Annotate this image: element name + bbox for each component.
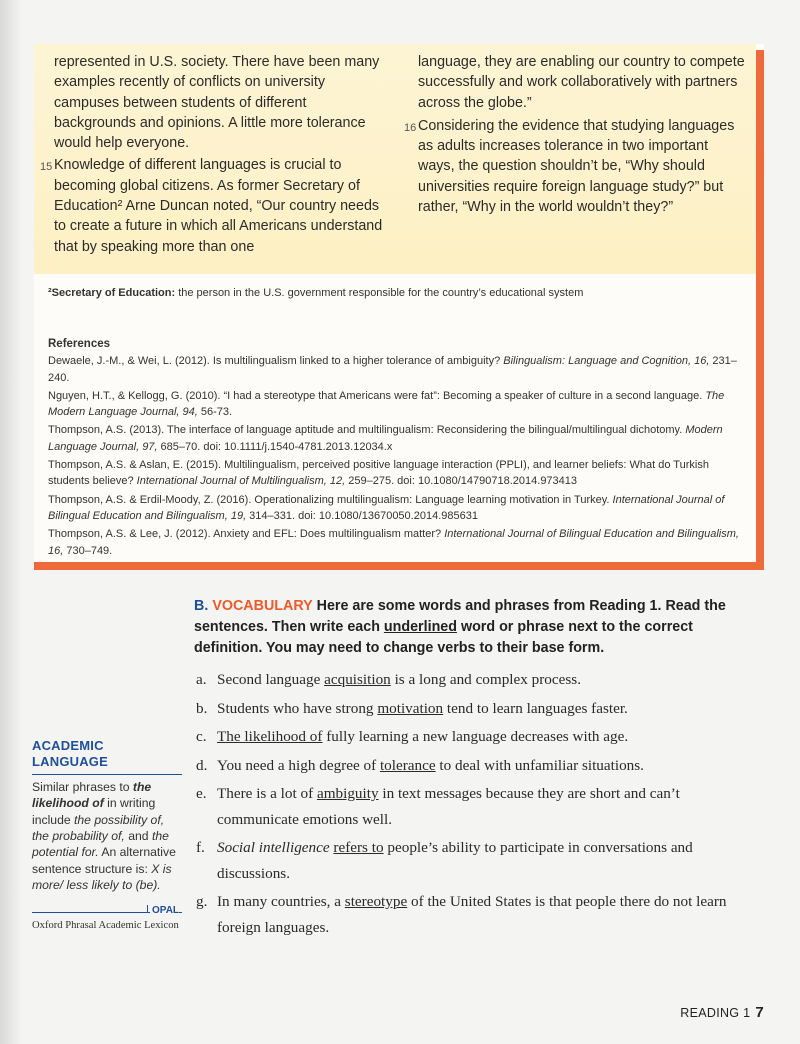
reading-paragraph bbox=[54, 52, 384, 153]
opal-description: Oxford Phrasal Academic Lexicon bbox=[32, 920, 179, 931]
reading-right-column bbox=[404, 52, 748, 217]
instructions-text-end: word or phrase next to the correct definition. You may need to change verbs to their base form. bbox=[194, 619, 693, 656]
reading-paragraph bbox=[40, 155, 384, 256]
paragraph-text: represented in U.S. society. There have been many examples recently of conflicts on university campuses between students of different backgrounds and opinions. A little more tolerance would help everyone. bbox=[54, 54, 380, 152]
sentence-text: tend to learn languages faster. bbox=[443, 699, 628, 717]
references-heading: References bbox=[48, 338, 111, 350]
page-footer bbox=[680, 1004, 764, 1021]
sentence-text: to deal with unfamiliar situations. bbox=[435, 756, 644, 774]
references-section bbox=[48, 336, 748, 561]
reading-box-right-border bbox=[756, 50, 764, 570]
reading-text-panel bbox=[34, 44, 756, 274]
reference-source: International Journal of Multilingualism, 12, bbox=[136, 475, 346, 488]
reference-item bbox=[48, 422, 748, 455]
exercise-title: VOCABULARY bbox=[212, 598, 313, 614]
reference-item bbox=[48, 526, 748, 559]
sentence-text: in text messages because they are short and can’t communicate emotions well. bbox=[217, 785, 680, 828]
reference-source: Modern Language Journal, 97, bbox=[48, 424, 723, 453]
footnote-definition: the person in the U.S. government responsible for the country’s educational system bbox=[175, 287, 584, 299]
instructions-text: Here are some words and phrases from Reading 1. Read the sentences. Then write each bbox=[194, 598, 726, 635]
item-letter: g. bbox=[196, 893, 208, 910]
page-number: 7 bbox=[755, 1004, 764, 1021]
vocabulary-sentence bbox=[196, 835, 756, 886]
item-letter: f. bbox=[196, 839, 205, 856]
underlined-term: acquisition bbox=[324, 671, 391, 688]
reference-source: Bilingualism: Language and Cognition, 16, bbox=[503, 355, 710, 368]
item-letter: e. bbox=[196, 785, 207, 802]
sidebar-phrase: the possibility of, the probability of, bbox=[32, 812, 165, 844]
reference-pages: 56-73. bbox=[197, 406, 233, 419]
reference-text: Nguyen, H.T., & Kellogg, G. (2010). “I had a stereotype that Americans were fat”: Becoming a speaker of culture in a second language. bbox=[48, 389, 706, 402]
opal-label: OPAL bbox=[152, 905, 180, 916]
sentence-text: people’s ability to participate in conversations and discussions. bbox=[217, 839, 693, 882]
underlined-term: motivation bbox=[377, 699, 444, 717]
section-label: READING 1 bbox=[680, 1006, 751, 1020]
reference-pages: 730–749. bbox=[63, 544, 113, 557]
item-letter: c. bbox=[196, 728, 207, 745]
footnote bbox=[48, 287, 748, 299]
reference-text: Thompson, A.S. (2013). The interface of language aptitude and multilingualism: Reconsidering the bilingual/multilingual dichotomy. bbox=[48, 424, 686, 437]
underlined-term: The likelihood of bbox=[217, 728, 323, 745]
reading-box bbox=[34, 44, 764, 566]
sidebar-body bbox=[32, 779, 182, 894]
reading-box-bottom-border bbox=[34, 562, 764, 570]
sidebar-text: An alternative sentence structure is: bbox=[32, 845, 176, 876]
italic-term: Social intelligence bbox=[217, 839, 330, 856]
page-gutter-shadow bbox=[0, 0, 22, 1044]
reference-source: International Journal of Bilingual Education and Bilingualism, 16, bbox=[48, 528, 739, 557]
reference-pages: 314–331. doi: 10.1080/13670050.2014.985631 bbox=[246, 509, 478, 522]
sidebar-text: in writing include bbox=[32, 796, 156, 827]
underlined-term: refers to bbox=[333, 839, 384, 856]
reference-source: International Journal of Bilingual Education and Bilingualism, 19, bbox=[48, 493, 725, 522]
vocabulary-sentence bbox=[196, 696, 756, 722]
sentence-text: You need a high degree of bbox=[217, 756, 380, 774]
exercise-instructions bbox=[194, 596, 754, 659]
sidebar-text: and bbox=[124, 829, 152, 844]
reading-paragraph bbox=[404, 116, 748, 217]
sidebar-phrase: X is more/ less likely to (be). bbox=[32, 861, 172, 893]
item-letter: d. bbox=[196, 756, 208, 774]
vocabulary-sentence bbox=[196, 667, 756, 693]
sentence-text: of the United States is that people there do not learn foreign languages. bbox=[217, 893, 727, 936]
paragraph-number: 16 bbox=[404, 121, 417, 134]
sidebar-text: Similar phrases to bbox=[32, 779, 133, 794]
reading-left-column bbox=[40, 52, 384, 257]
reference-item bbox=[48, 353, 748, 386]
underlined-term: tolerance bbox=[379, 756, 436, 774]
vocabulary-sentence-list bbox=[196, 667, 756, 943]
vocabulary-sentence bbox=[196, 781, 756, 832]
reference-pages: 259–275. doi: 10.1080/14790718.2014.973413 bbox=[345, 475, 578, 488]
sentence-text: There is a lot of bbox=[217, 785, 317, 802]
reference-item bbox=[48, 457, 748, 490]
reference-item bbox=[48, 492, 748, 525]
paragraph-number: 15 bbox=[40, 161, 53, 174]
underlined-term: stereotype bbox=[344, 893, 408, 910]
item-letter: b. bbox=[196, 699, 208, 717]
sentence-text: is a long and complex process. bbox=[390, 671, 582, 688]
footnote-term: ²Secretary of Education: bbox=[48, 287, 176, 299]
underlined-term: ambiguity bbox=[316, 785, 379, 802]
sentence-text: Second language bbox=[217, 671, 325, 688]
instructions-underlined: underlined bbox=[383, 619, 457, 635]
sidebar-title: ACADEMIC LANGUAGE bbox=[32, 738, 182, 775]
sentence-text: Students who have strong bbox=[217, 699, 378, 717]
paragraph-text: Knowledge of different languages is crucial to becoming global citizens. As former Secretary of Education² Arne Duncan noted, “Our country needs to create a future in which all Americans understand that by speaking more than one bbox=[54, 157, 383, 255]
sentence-text: fully learning a new language decreases with age. bbox=[322, 728, 629, 745]
reading-paragraph bbox=[418, 52, 748, 113]
sidebar-phrase: the potential for. bbox=[32, 829, 169, 860]
reference-pages: 685–70. doi: 10.1111/j.1540-4781.2013.12034.x bbox=[157, 440, 393, 453]
reference-item bbox=[48, 388, 748, 421]
reference-text: Thompson, A.S. & Erdil-Moody, Z. (2016). Operationalizing multilingualism: Language learning motivation in Turkey. bbox=[48, 493, 613, 506]
sentence-text: In many countries, a bbox=[217, 893, 345, 910]
item-letter: a. bbox=[196, 671, 207, 688]
academic-language-sidebar bbox=[32, 738, 182, 894]
paragraph-text: Considering the evidence that studying languages as adults increases tolerance in two important ways, the question shouldn’t be, “Why should universities require foreign language study?” but rather, “Why in the world wouldn’t they?” bbox=[418, 117, 735, 216]
vocabulary-sentence bbox=[196, 889, 756, 940]
sidebar-key-phrase: the likelihood of bbox=[32, 779, 152, 811]
paragraph-text: language, they are enabling our country to compete successfully and work collaboratively with partners across the globe.” bbox=[418, 54, 745, 111]
vocabulary-sentence bbox=[196, 753, 756, 779]
exercise-letter: B. bbox=[194, 598, 209, 614]
reference-text: Dewaele, J.-M., & Wei, L. (2012). Is multilingualism linked to a higher tolerance of ambiguity? bbox=[48, 355, 504, 368]
opal-rule-tick bbox=[147, 905, 148, 913]
reference-pages: 231–240. bbox=[48, 355, 737, 384]
reference-text: Thompson, A.S. & Aslan, E. (2015). Multilingualism, perceived positive language interaction (PPLI), and learner beliefs: What do Turkish students believe? bbox=[48, 459, 709, 488]
vocabulary-sentence bbox=[196, 724, 756, 750]
reference-source: The Modern Language Journal, 94, bbox=[48, 389, 725, 419]
reference-text: Thompson, A.S. & Lee, J. (2012). Anxiety and EFL: Does multilingualism matter? bbox=[48, 528, 445, 541]
